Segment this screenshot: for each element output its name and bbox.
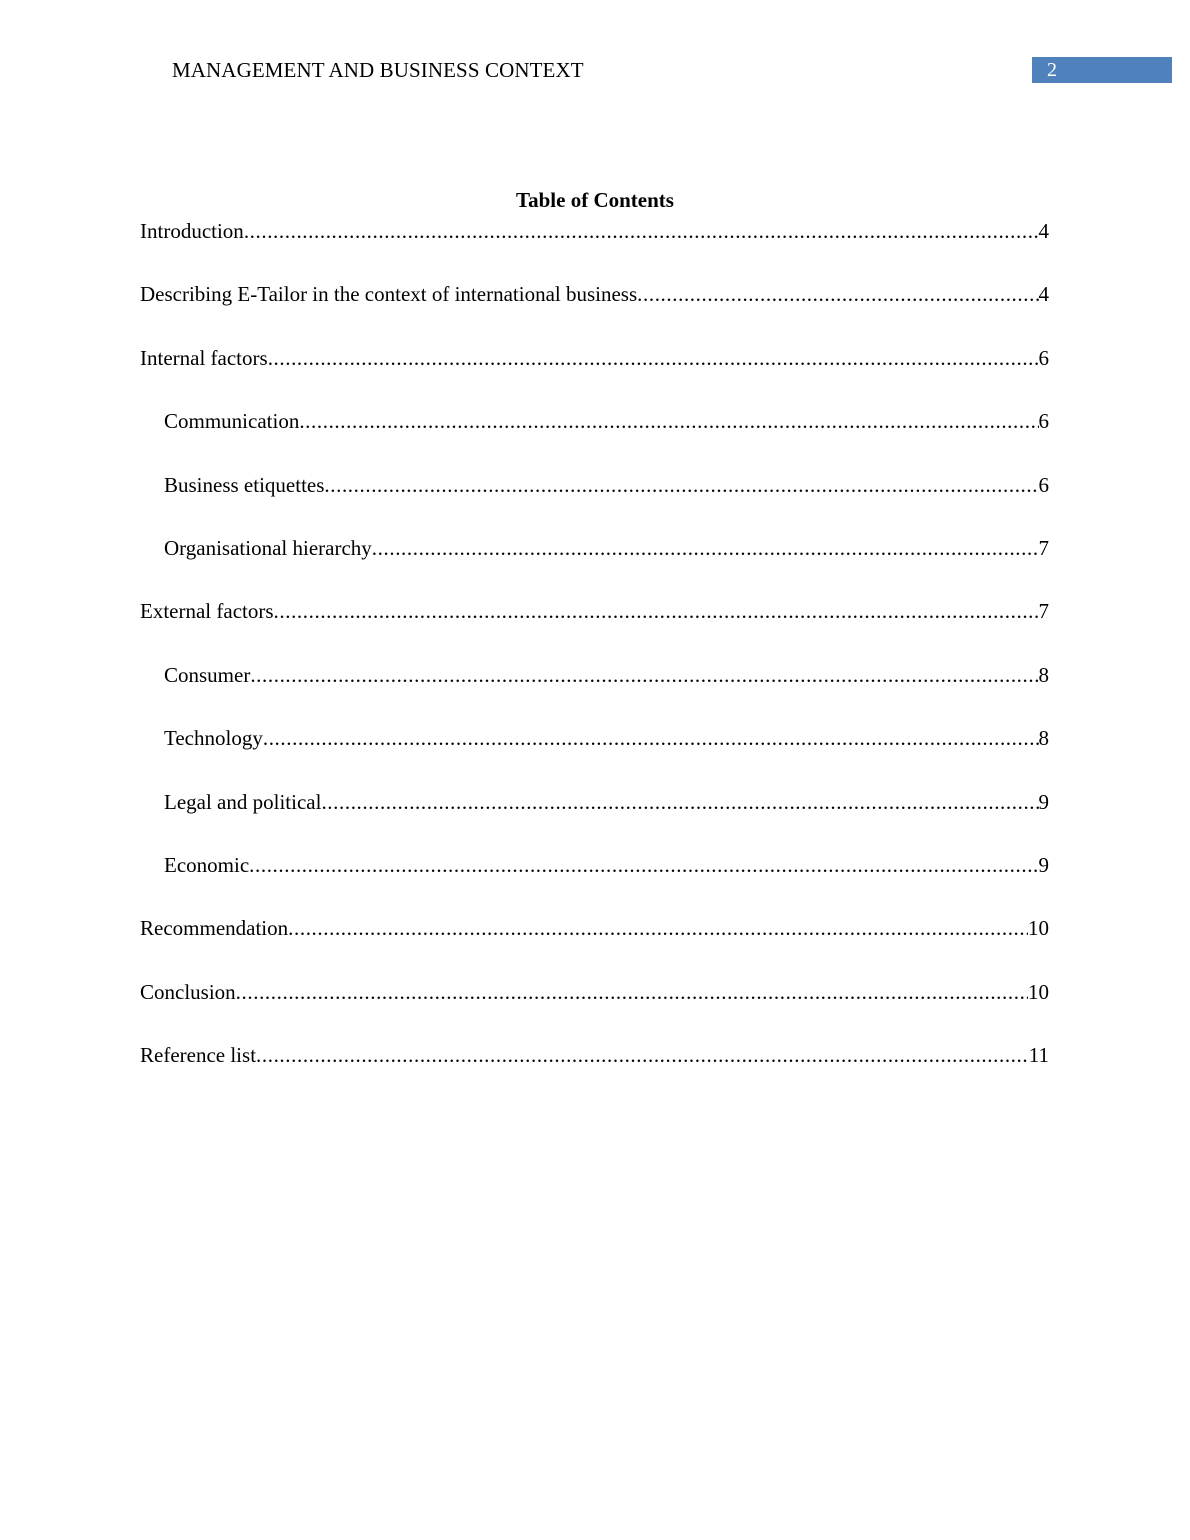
- toc-entry-page: 4: [1038, 282, 1049, 307]
- toc-title: Table of Contents: [516, 188, 674, 212]
- toc-entry-page: 11: [1028, 1043, 1049, 1068]
- toc-dot-leader: [299, 408, 1038, 434]
- toc-entry-label: Describing E-Tailor in the context of international business: [140, 282, 638, 307]
- toc-entry-label: Recommendation: [140, 916, 289, 941]
- toc-dot-leader: [637, 281, 1038, 307]
- toc-entry-organisational-hierarchy[interactable]: [140, 535, 1049, 598]
- toc-entry-external-factors[interactable]: [140, 598, 1049, 661]
- toc-dot-leader: [236, 979, 1028, 1005]
- toc-entry-page: 6: [1038, 409, 1049, 434]
- toc-entry-label: Internal factors: [140, 345, 268, 370]
- toc-entry-recommendation[interactable]: [140, 915, 1049, 978]
- toc-entry-label: Economic: [164, 852, 250, 877]
- toc-dot-leader: [288, 915, 1028, 941]
- table-of-contents: [140, 218, 1049, 1105]
- toc-dot-leader: [372, 535, 1039, 561]
- page-number-badge: [1032, 57, 1172, 83]
- toc-entry-page: 8: [1038, 662, 1049, 687]
- toc-entry-page: 7: [1038, 599, 1049, 624]
- toc-entry-label: Consumer: [164, 662, 251, 687]
- toc-entry-label: Technology: [164, 726, 263, 751]
- toc-entry-describing-e-tailor[interactable]: [140, 281, 1049, 344]
- toc-entry-page: 10: [1028, 979, 1049, 1004]
- toc-entry-label: Legal and political: [164, 789, 322, 814]
- toc-entry-economic[interactable]: [140, 852, 1049, 915]
- toc-entry-business-etiquettes[interactable]: [140, 472, 1049, 535]
- toc-entry-page: 9: [1038, 789, 1049, 814]
- toc-entry-legal-and-political[interactable]: [140, 789, 1049, 852]
- toc-entry-consumer[interactable]: [140, 662, 1049, 725]
- toc-entry-page: 8: [1038, 726, 1049, 751]
- toc-dot-leader: [263, 725, 1039, 751]
- toc-dot-leader: [256, 1042, 1029, 1068]
- toc-entry-label: Communication: [164, 409, 300, 434]
- running-head: MANAGEMENT AND BUSINESS CONTEXT: [172, 58, 584, 82]
- toc-entry-label: Organisational hierarchy: [164, 535, 372, 560]
- toc-entry-conclusion[interactable]: [140, 979, 1049, 1042]
- toc-entry-page: 6: [1038, 345, 1049, 370]
- toc-entry-page: 6: [1038, 472, 1049, 497]
- toc-entry-page: 7: [1038, 535, 1049, 560]
- toc-entry-label: Conclusion: [140, 979, 236, 1004]
- toc-entry-label: Reference list: [140, 1043, 257, 1068]
- toc-entry-label: External factors: [140, 599, 274, 624]
- toc-entry-reference-list[interactable]: [140, 1042, 1049, 1105]
- toc-dot-leader: [268, 345, 1039, 371]
- toc-entry-internal-factors[interactable]: [140, 345, 1049, 408]
- toc-entry-technology[interactable]: [140, 725, 1049, 788]
- toc-entry-page: 10: [1028, 916, 1049, 941]
- toc-entry-label: Business etiquettes: [164, 472, 325, 497]
- toc-dot-leader: [250, 662, 1038, 688]
- toc-entry-page: 9: [1038, 852, 1049, 877]
- toc-dot-leader: [274, 598, 1039, 624]
- toc-entry-introduction[interactable]: [140, 218, 1049, 281]
- toc-dot-leader: [249, 852, 1038, 878]
- toc-dot-leader: [321, 789, 1038, 815]
- toc-dot-leader: [244, 218, 1039, 244]
- toc-entry-label: Introduction: [140, 219, 244, 243]
- toc-entry-communication[interactable]: [140, 408, 1049, 471]
- page-number: 2: [1047, 59, 1057, 81]
- toc-dot-leader: [324, 472, 1038, 498]
- toc-entry-page: 4: [1038, 219, 1049, 243]
